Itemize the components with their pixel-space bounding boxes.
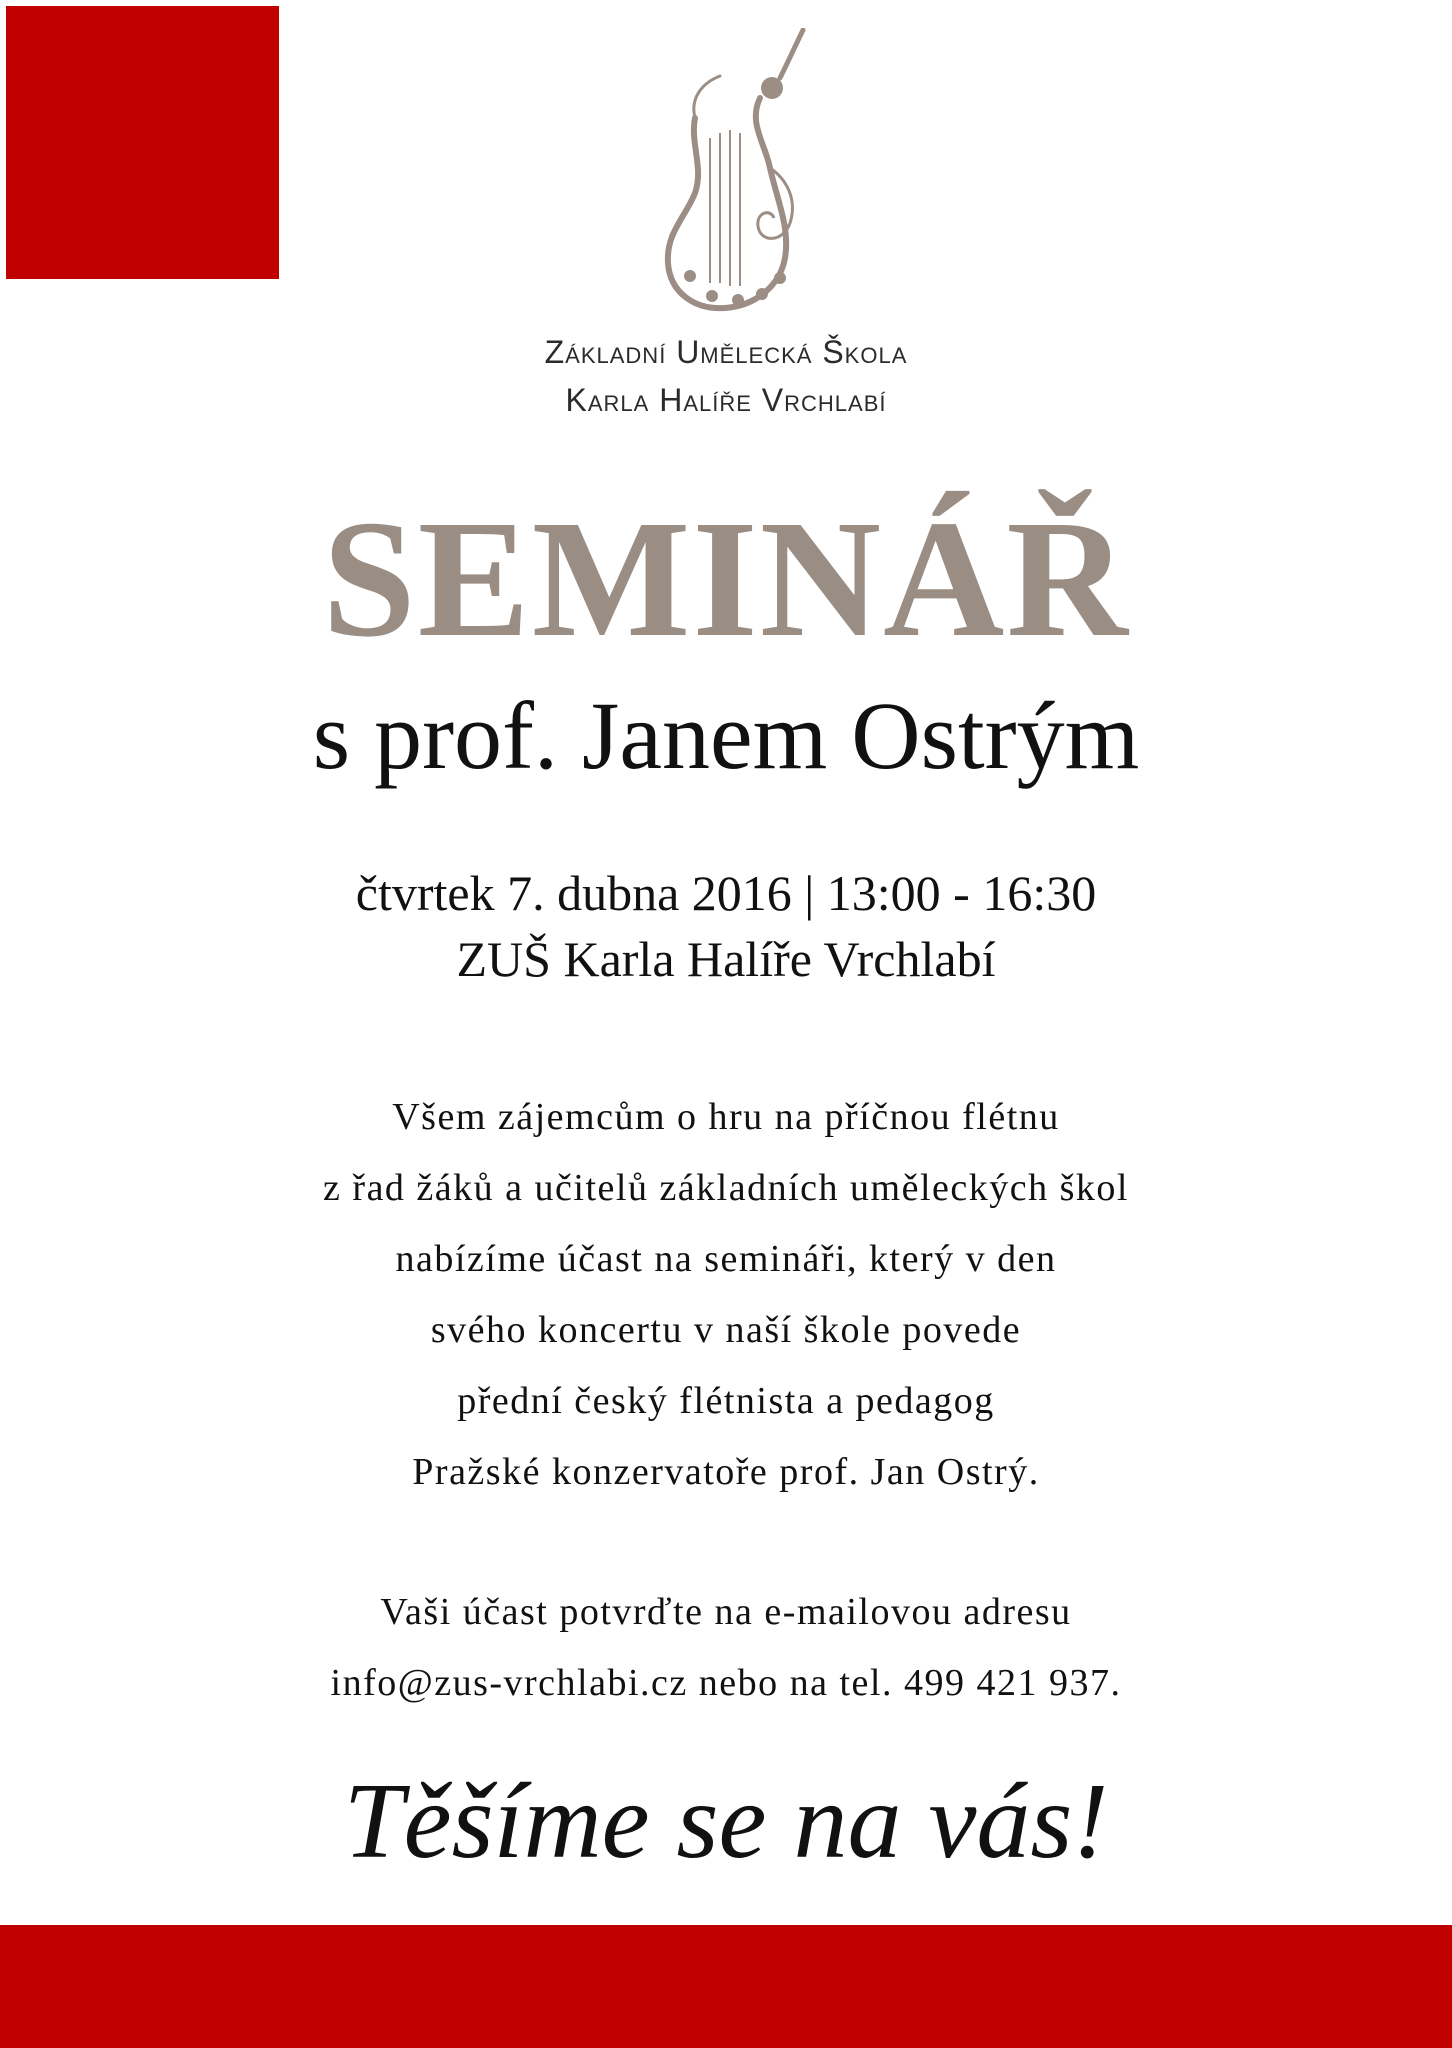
lyre-dancer-logo-icon	[640, 28, 840, 328]
body-paragraph	[0, 1094, 1452, 1520]
body-line: přední český flétnista a pedagog	[457, 1380, 995, 1422]
body-line: Všem zájemcům o hru na příčnou flétnu	[392, 1096, 1060, 1138]
body-line: nabízíme účast na semináři, který v den	[395, 1238, 1057, 1280]
contact-paragraph	[0, 1589, 1452, 1731]
bottom-red-bar	[0, 1925, 1452, 2048]
contact-line: info@zus-vrchlabi.cz nebo na tel. 499 421 937.	[330, 1662, 1122, 1704]
event-venue: ZUŠ Karla Halíře Vrchlabí	[456, 931, 996, 987]
school-name-line2: Karla Halíře Vrchlabí	[565, 382, 887, 418]
closing-text: Těšíme se na vás!	[343, 1762, 1109, 1881]
page-title: SEMINÁŘ	[322, 486, 1130, 672]
corner-red-block	[6, 6, 279, 279]
body-line: z řad žáků a učitelů základních uměleckých škol	[323, 1167, 1129, 1209]
contact-line: Vaši účast potvrďte na e-mailovou adresu	[380, 1591, 1072, 1633]
body-line: Pražské konzervatoře prof. Jan Ostrý.	[412, 1451, 1040, 1493]
page-subtitle: s prof. Janem Ostrým	[312, 682, 1140, 789]
event-date-time: čtvrtek 7. dubna 2016 | 13:00 - 16:30	[355, 865, 1097, 921]
school-name-line1: Základní Umělecká Škola	[544, 334, 908, 370]
body-line: svého koncertu v naší škole povede	[430, 1309, 1022, 1351]
